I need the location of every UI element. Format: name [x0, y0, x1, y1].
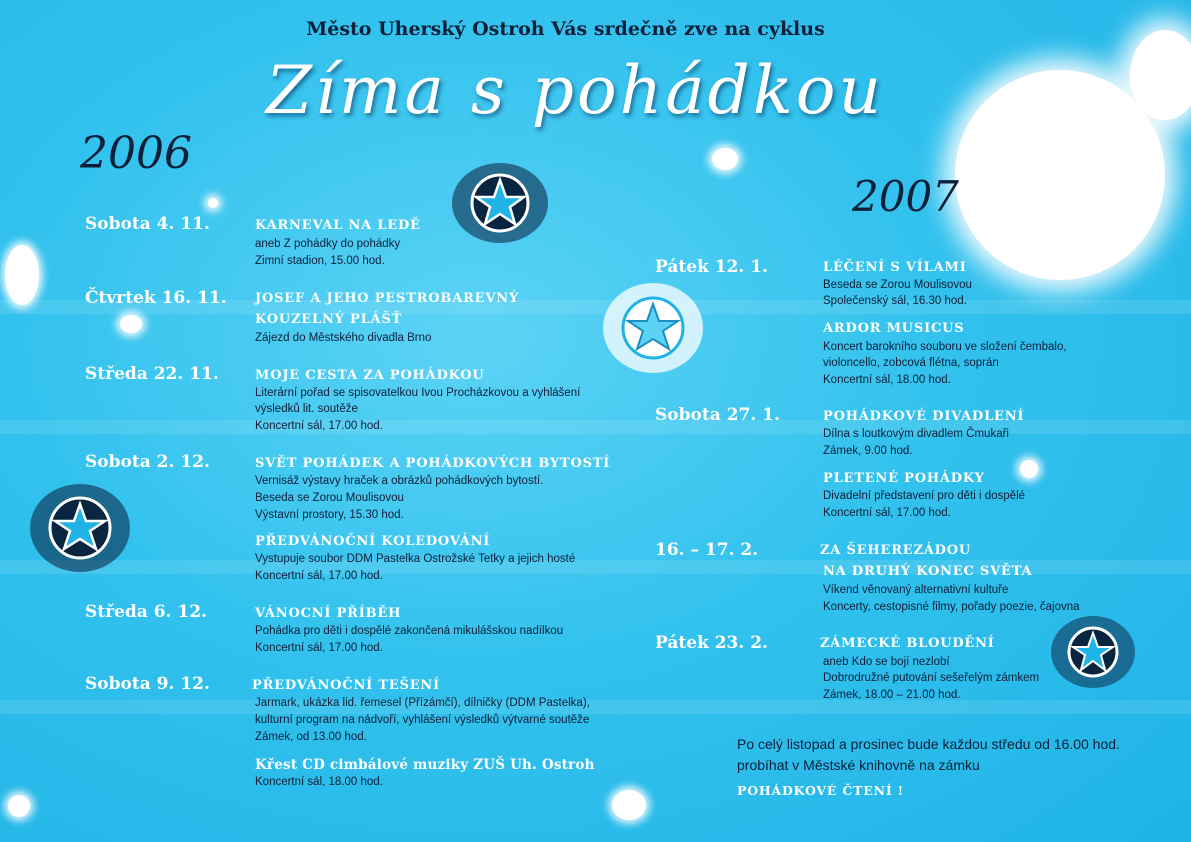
texture-band: [0, 700, 1191, 714]
event-title: Křest CD cimbálové muziky ZUŠ Uh. Ostroh: [255, 757, 595, 773]
event-title: VÁNOCNÍ PŘÍBĚH: [255, 606, 402, 621]
event-detail: Divadelní představení pro děti i dospělé: [823, 490, 1026, 502]
reading-note-highlight: POHÁDKOVÉ ČTENÍ !: [737, 783, 904, 798]
event-title: PLETENÉ POHÁDKY: [823, 471, 985, 486]
event-date: Sobota 4. 11.: [85, 214, 210, 234]
event-date: Pátek 12. 1.: [655, 257, 768, 277]
event-title: MOJE CESTA ZA POHÁDKOU: [255, 368, 485, 383]
event-detail: Koncerty, cestopisné filmy, pořady poezie, čajovna: [823, 601, 1080, 613]
event-detail: Koncert barokního souboru ve složení čembalo,: [823, 341, 1067, 353]
event-date: Středa 22. 11.: [85, 364, 219, 384]
event-detail: Dílna s loutkovým divadlem Čmukaři: [823, 428, 1009, 440]
event-detail: aneb Z pohádky do pohádky: [255, 238, 401, 250]
star-medallion-icon: [25, 478, 135, 578]
snowflake-blob-icon: [712, 148, 738, 170]
snowflake-blob-icon: [120, 315, 142, 333]
event-title: PŘEDVÁNOČNÍ TEŠENÍ: [252, 678, 440, 693]
snowflake-blob-icon: [8, 795, 30, 817]
event-detail: Vernisáž výstavy hraček a obrázků pohádkových bytostí.: [255, 475, 544, 487]
page-title: Zíma s pohádkou: [265, 52, 885, 129]
event-detail: Zámek, 18.00 – 21.00 hod.: [823, 689, 961, 701]
event-date: Čtvrtek 16. 11.: [85, 288, 227, 308]
event-date: Sobota 2. 12.: [85, 452, 210, 472]
reading-note: Po celý listopad a prosinec bude každou středu od 16.00 hod. probíhat v Městské knihovně na zámku: [737, 736, 1120, 773]
event-title: ZÁMECKÉ BLOUDĚNÍ: [820, 636, 995, 651]
event-title: JOSEF A JEHO PESTROBAREVNÝ: [255, 291, 520, 306]
event-detail: Vystupuje soubor DDM Pastelka Ostrožské Tetky a jejich hosté: [255, 553, 576, 565]
event-detail: Koncertní sál, 18.00 hod.: [255, 776, 383, 788]
invitation-line: Město Uherský Ostroh Vás srdečně zve na cyklus: [306, 18, 825, 40]
event-detail: Beseda se Zorou Moulisovou: [255, 492, 404, 504]
event-detail: Pohádka pro děti i dospělé zakončená mikulášskou nadílkou: [255, 625, 564, 637]
event-detail: Zámek, od 13.00 hod.: [255, 731, 367, 743]
event-detail: Koncertní sál, 17.00 hod.: [255, 420, 383, 432]
event-detail: aneb Kdo se bojí nezlobí: [823, 656, 950, 668]
star-medallion-icon: [598, 278, 708, 378]
event-title: ARDOR MUSICUS: [823, 321, 965, 336]
event-date: Sobota 27. 1.: [655, 405, 780, 425]
snowflake-blob-icon: [5, 245, 39, 305]
event-detail: Jarmark, ukázka lid. řemesel (Přízámčí), dílničky (DDM Pastelka),: [255, 697, 590, 709]
year-2006: 2006: [80, 128, 192, 179]
event-detail: Zájezd do Městského divadla Brno: [255, 332, 432, 344]
star-medallion-icon: [1048, 612, 1138, 692]
event-detail: Zámek, 9.00 hod.: [823, 445, 913, 457]
event-detail: violoncello, zobcová flétna, soprán: [823, 357, 999, 369]
event-detail: Víkend věnovaný alternativní kultuře: [823, 584, 1009, 596]
event-date: Středa 6. 12.: [85, 602, 207, 622]
event-detail: Společenský sál, 16.30 hod.: [823, 295, 967, 307]
event-title: ZA ŠEHEREZÁDOU: [820, 543, 972, 558]
event-detail: Koncertní sál, 17.00 hod.: [255, 642, 383, 654]
snowflake-blob-icon: [612, 790, 646, 820]
event-title: PŘEDVÁNOČNÍ KOLEDOVÁNÍ: [255, 534, 491, 549]
event-title-cont: NA DRUHÝ KONEC SVĚTA: [823, 564, 1033, 579]
event-detail: Koncertní sál, 17.00 hod.: [823, 507, 951, 519]
star-medallion-icon: [445, 158, 555, 248]
snowflake-blob-icon: [1020, 460, 1038, 478]
event-detail: Dobrodružné putování sešeřelým zámkem: [823, 672, 1040, 684]
event-title: SVĚT POHÁDEK A POHÁDKOVÝCH BYTOSTÍ: [255, 456, 611, 471]
event-detail: Výstavní prostory, 15.30 hod.: [255, 509, 404, 521]
event-title-cont: KOUZELNÝ PLÁŠŤ: [255, 312, 403, 327]
event-date: Pátek 23. 2.: [655, 633, 768, 653]
event-title: KARNEVAL NA LEDĚ: [255, 218, 421, 233]
event-date: 16. – 17. 2.: [655, 540, 759, 560]
event-detail: kulturní program na nádvoří, vyhlášení výsledků výtvarné soutěže: [255, 714, 590, 726]
event-date: Sobota 9. 12.: [85, 674, 210, 694]
event-detail: Koncertní sál, 18.00 hod.: [823, 374, 951, 386]
snowflake-blob-icon: [208, 198, 218, 208]
event-title: POHÁDKOVÉ DIVADLENÍ: [823, 409, 1025, 424]
event-detail: Literární pořad se spisovatelkou Ivou Procházkovou a vyhlášení: [255, 387, 581, 399]
event-detail: Beseda se Zorou Moulisovou: [823, 279, 972, 291]
event-detail: výsledků lit. soutěže: [255, 403, 358, 415]
event-title: LÉČENÍ S VÍLAMI: [823, 260, 967, 275]
event-detail: Zimní stadion, 15.00 hod.: [255, 255, 385, 267]
event-detail: Koncertní sál, 17.00 hod.: [255, 570, 383, 582]
year-2007: 2007: [852, 172, 959, 221]
